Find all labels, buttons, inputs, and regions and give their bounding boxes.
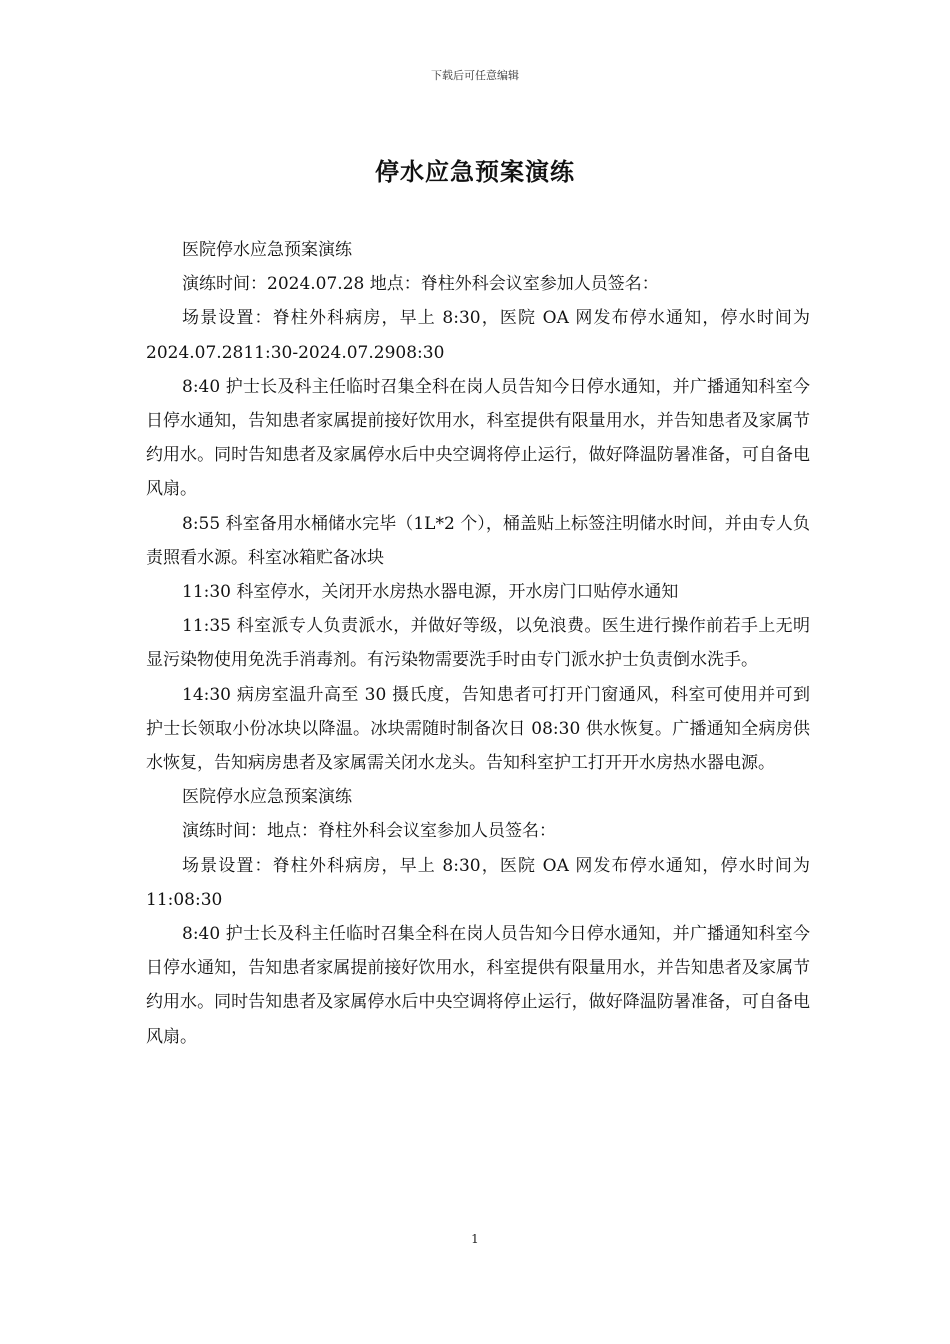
paragraph: 场景设置：脊柱外科病房，早上 8:30，医院 OA 网发布停水通知，停水时间为 2024.07.2811:30-2024.07.2908:30 — [146, 308, 810, 363]
paragraph: 11:35 科室派专人负责派水，并做好等级，以免浪费。医生进行操作前若手上无明显污染物使用免洗手消毒剂。有污染物需要洗手时由专门派水护士负责倒水洗手。 — [146, 616, 810, 671]
document-title: 停水应急预案演练 — [375, 158, 575, 186]
paragraph: 14:30 病房室温升高至 30 摄氏度，告知患者可打开门窗通风，科室可使用并可到护士长领取小份冰块以降温。冰块需随时制备次日 08:30 供水恢复。广播通知全病房供水恢复，告知病房患者及家属需关闭水龙头。告知科室护工打开开水房热水器电源。 — [146, 684, 810, 774]
paragraph: 场景设置：脊柱外科病房，早上 8:30，医院 OA 网发布停水通知，停水时间为 11:08:30 — [146, 855, 810, 910]
paragraph: 8:55 科室备用水桶储水完毕（1L*2 个），桶盖贴上标签注明储水时间，并由专人负责照看水源。科室冰箱贮备冰块 — [146, 513, 810, 568]
page-number: 1 — [471, 1232, 479, 1246]
paragraph: 8:40 护士长及科主任临时召集全科在岗人员告知今日停水通知，并广播通知科室今日停水通知，告知患者家属提前接好饮用水，科室提供有限量用水，并告知患者及家属节约用水。同时告知患者及家属停水后中央空调将停止运行，做好降温防暑准备，可自备电风扇。 — [146, 924, 810, 1047]
paragraph: 医院停水应急预案演练 — [182, 240, 352, 260]
paragraph: 演练时间：2024.07.28 地点：脊柱外科会议室参加人员签名： — [182, 274, 659, 295]
paragraph: 医院停水应急预案演练 — [182, 787, 352, 808]
page-header-note: 下载后可任意编辑 — [431, 69, 519, 82]
paragraph: 演练时间：地点：脊柱外科会议室参加人员签名： — [182, 821, 556, 842]
paragraph: 11:30 科室停水，关闭开水房热水器电源，开水房门口贴停水通知 — [182, 582, 679, 603]
paragraph: 8:40 护士长及科主任临时召集全科在岗人员告知今日停水通知，并广播通知科室今日停水通知，告知患者家属提前接好饮用水，科室提供有限量用水，并告知患者及家属节约用水。同时告知患者及家属停水后中央空调将停止运行，做好降温防暑准备，可自备电风扇。 — [146, 376, 810, 500]
document-body — [146, 233, 810, 1054]
